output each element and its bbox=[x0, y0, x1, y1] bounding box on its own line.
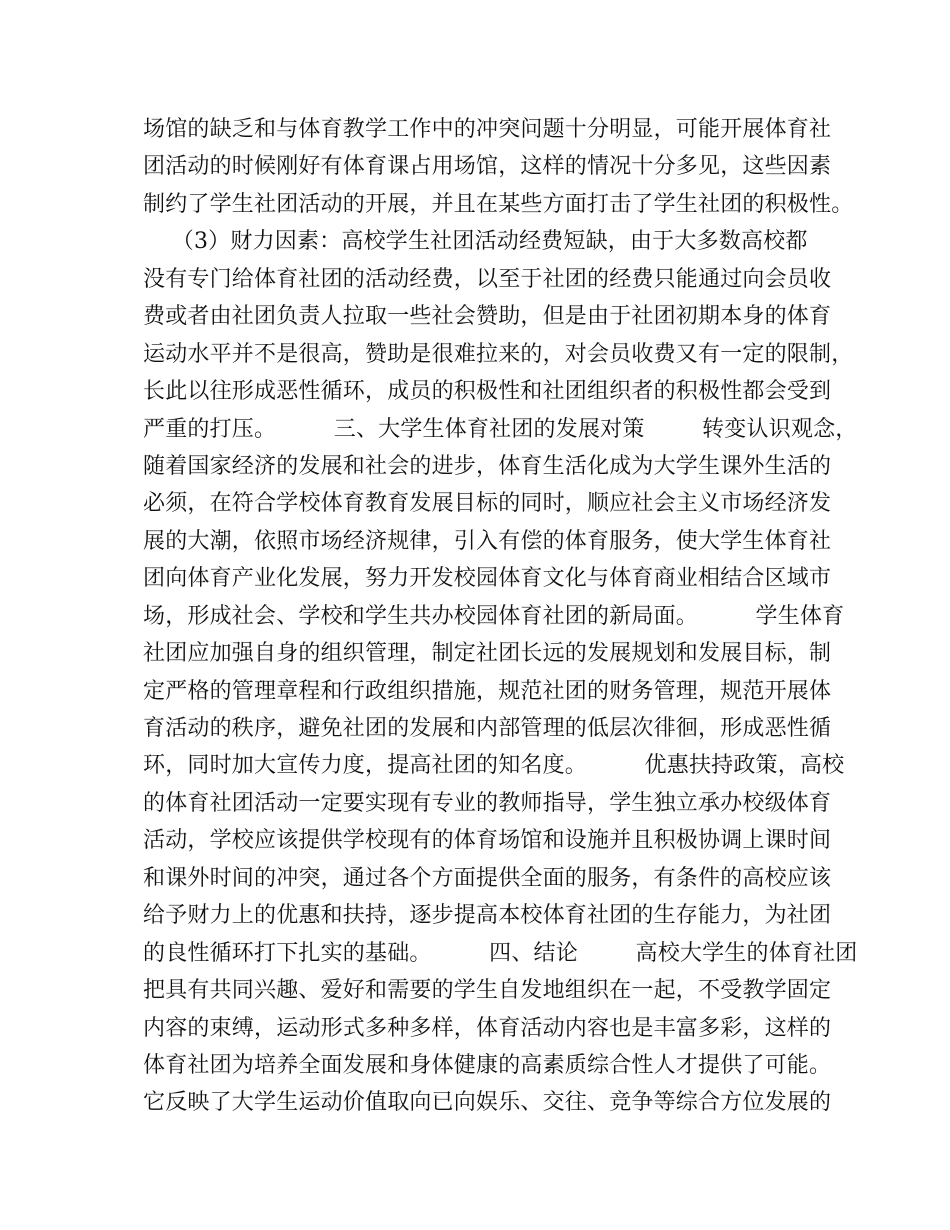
text-line: 内容的束缚，运动形式多种多样，体育活动内容也是丰富多彩，这样的 bbox=[143, 1015, 832, 1041]
text-line: 育活动的秩序，避免社团的发展和内部管理的低层次徘徊，形成恶性循 bbox=[143, 716, 832, 741]
text-line: 长此以往形成恶性循环，成员的积极性和社团组织者的积极性都会受到 bbox=[143, 379, 832, 405]
text-line: 没有专门给体育社团的活动经费，以至于社团的经费只能通过向会员收 bbox=[143, 266, 832, 292]
text-line: 运动水平并不是很高，赞助是很难拉来的，对会员收费又有一定的限制， bbox=[143, 341, 854, 367]
text-line: 它反映了大学生运动价值取向已向娱乐、交往、竞争等综合方位发展的 bbox=[143, 1090, 832, 1116]
text-line: 场，形成社会、学校和学生共办校园体育社团的新局面。 学生体育 bbox=[143, 603, 845, 629]
text-line: 环，同时加大宣传力度，提高社团的知名度。 优惠扶持政策，高校 bbox=[143, 753, 845, 779]
text-line: 的体育社团活动一定要实现有专业的教师指导，学生独立承办校级体育 bbox=[143, 790, 832, 816]
text-line: 活动，学校应该提供学校现有的体育场馆和设施并且积极协调上课时间 bbox=[143, 828, 832, 854]
text-line: 给予财力上的优惠和扶持，逐步提高本校体育社团的生存能力，为社团 bbox=[143, 903, 832, 929]
text-line: 场馆的缺乏和与体育教学工作中的冲突问题十分明显，可能开展体育社 bbox=[143, 117, 832, 142]
text-line: 的良性循环打下扎实的基础。 四、结论 高校大学生的体育社团 bbox=[143, 940, 858, 966]
text-line: 必须，在符合学校体育教育发展目标的同时，顺应社会主义市场经济发 bbox=[143, 491, 832, 517]
text-line: 和课外时间的冲突，通过各个方面提供全面的服务，有条件的高校应该 bbox=[143, 865, 832, 891]
text-line: 定严格的管理章程和行政组织措施，规范社团的财务管理，规范开展体 bbox=[143, 678, 832, 704]
text-line: 社团应加强自身的组织管理，制定社团长远的发展规划和发展目标，制 bbox=[143, 641, 832, 667]
text-line: 体育社团为培养全面发展和身体健康的高素质综合性人才提供了可能。 bbox=[143, 1052, 832, 1078]
text-line: 团向体育产业化发展，努力开发校园体育文化与体育商业相结合区域市 bbox=[143, 566, 832, 592]
body-text bbox=[143, 111, 858, 1122]
text-line: 费或者由社团负责人拉取一些社会赞助，但是由于社团初期本身的体育 bbox=[143, 304, 832, 330]
text-line: 制约了学生社团活动的开展，并且在某些方面打击了学生社团的积极性。 bbox=[143, 191, 854, 217]
text-line: 团活动的时候刚好有体育课占用场馆，这样的情况十分多见，这些因素 bbox=[143, 154, 832, 180]
text-line: 把具有共同兴趣、爱好和需要的学生自发地组织在一起，不受教学固定 bbox=[143, 978, 832, 1004]
text-line: （3）财力因素：高校学生社团活动经费短缺，由于大多数高校都 bbox=[143, 229, 808, 255]
text-line: 展的大潮，依照市场经济规律，引入有偿的体育服务，使大学生体育社 bbox=[143, 528, 832, 554]
text-line: 严重的打压。 三、大学生体育社团的发展对策 转变认识观念， bbox=[143, 416, 858, 442]
text-line: 随着国家经济的发展和社会的进步，体育生活化成为大学生课外生活的 bbox=[143, 453, 832, 479]
